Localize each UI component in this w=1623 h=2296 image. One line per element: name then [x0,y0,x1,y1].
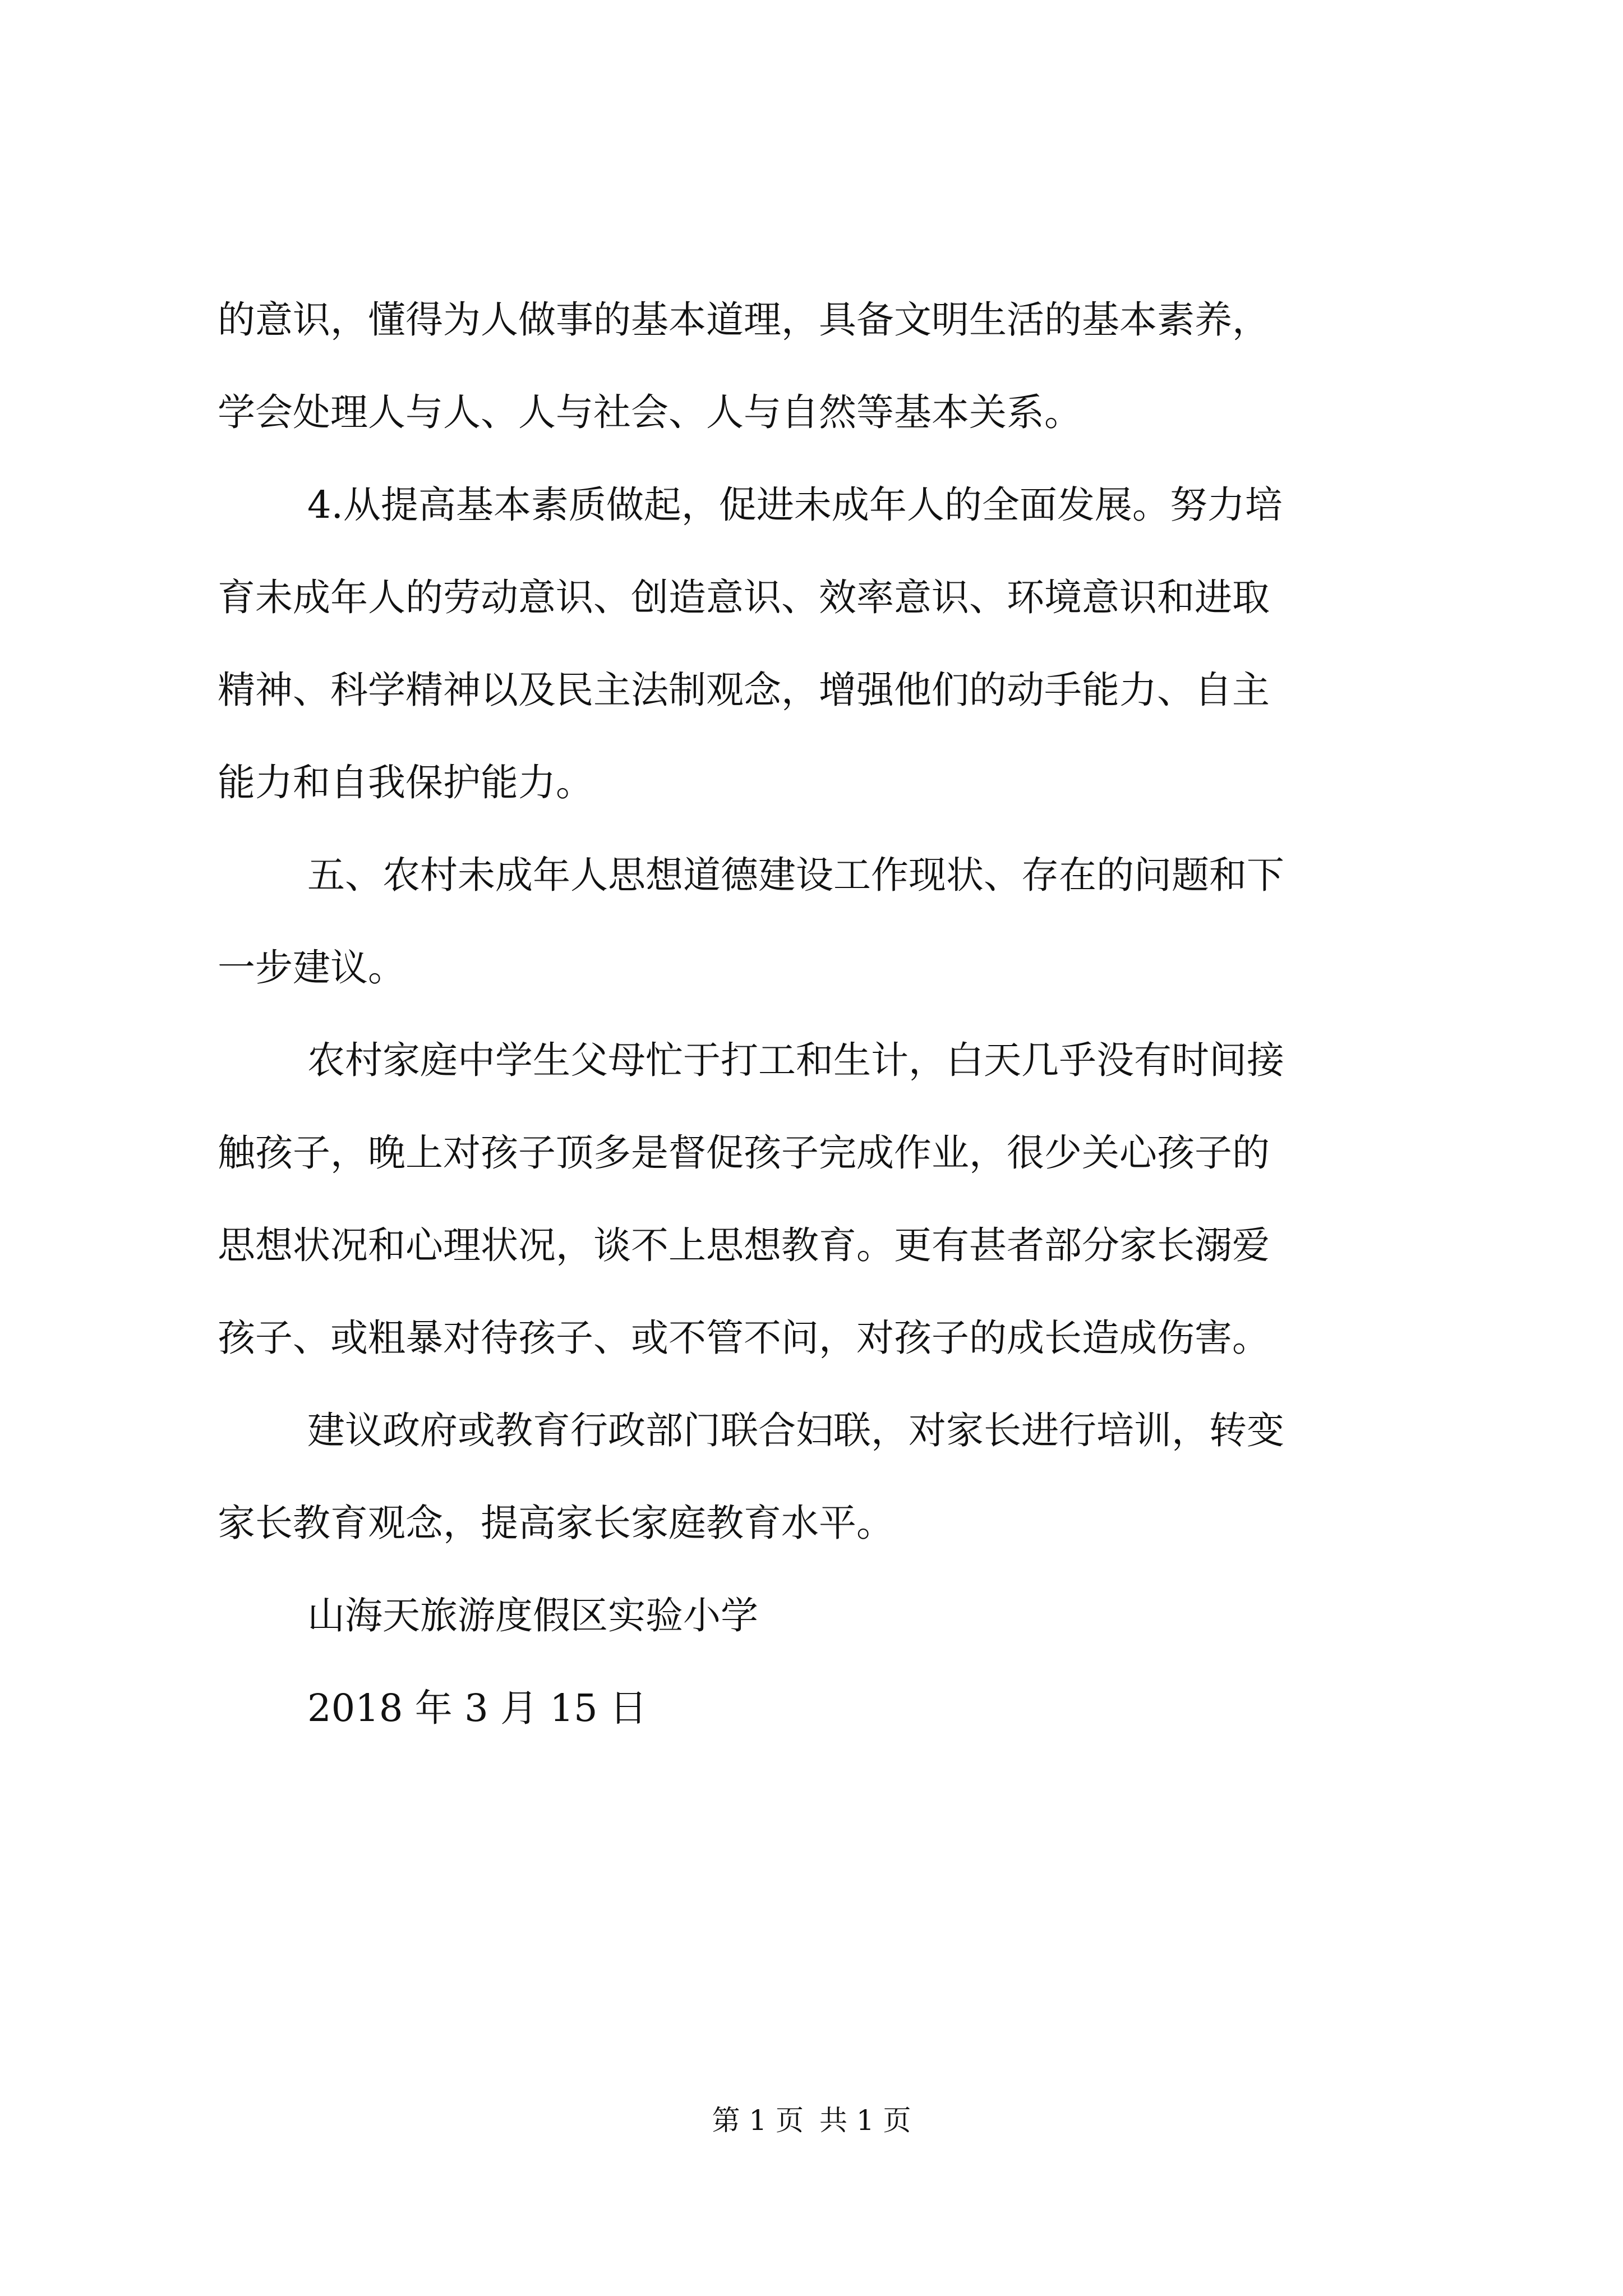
page-footer [0,2101,1623,2140]
text-line: 育未成年人的劳动意识、创造意识、效率意识、环境意识和进取 [218,576,1270,619]
signature-date: 2018 年 3 月 15 日 [307,1686,647,1730]
text-line: 家长教育观念，提高家长家庭教育水平。 [218,1501,894,1545]
page-number: 第 1 页 [712,2104,804,2137]
text-line: 农村家庭中学生父母忙于打工和生计，白天几乎没有时间接 [307,1038,1284,1082]
text-line: 4.从提高基本素质做起，促进未成年人的全面发展。努力培 [307,483,1283,527]
page-total: 共 1 页 [819,2104,911,2137]
text-line: 建议政府或教育行政部门联合妇联，对家长进行培训，转变 [307,1409,1284,1452]
text-line: 学会处理人与人、人与社会、人与自然等基本关系。 [218,390,1082,434]
text-line: 精神、科学精神以及民主法制观念，增强他们的动手能力、自主 [218,668,1270,712]
text-line: 孩子、或粗暴对待孩子、或不管不问，对孩子的成长造成伤害。 [218,1316,1270,1360]
text-line: 思想状况和心理状况，谈不上思想教育。更有甚者部分家长溺爱 [218,1223,1270,1267]
text-line: 五、农村未成年人思想道德建设工作现状、存在的问题和下 [307,853,1284,897]
text-line: 一步建议。 [218,946,405,990]
signature-organization: 山海天旅游度假区实验小学 [307,1594,758,1637]
text-line: 的意识，懂得为人做事的基本道理，具备文明生活的基本素养， [218,298,1270,342]
text-line: 能力和自我保护能力。 [218,761,593,804]
text-line: 触孩子，晚上对孩子顶多是督促孩子完成作业，很少关心孩子的 [218,1131,1270,1175]
